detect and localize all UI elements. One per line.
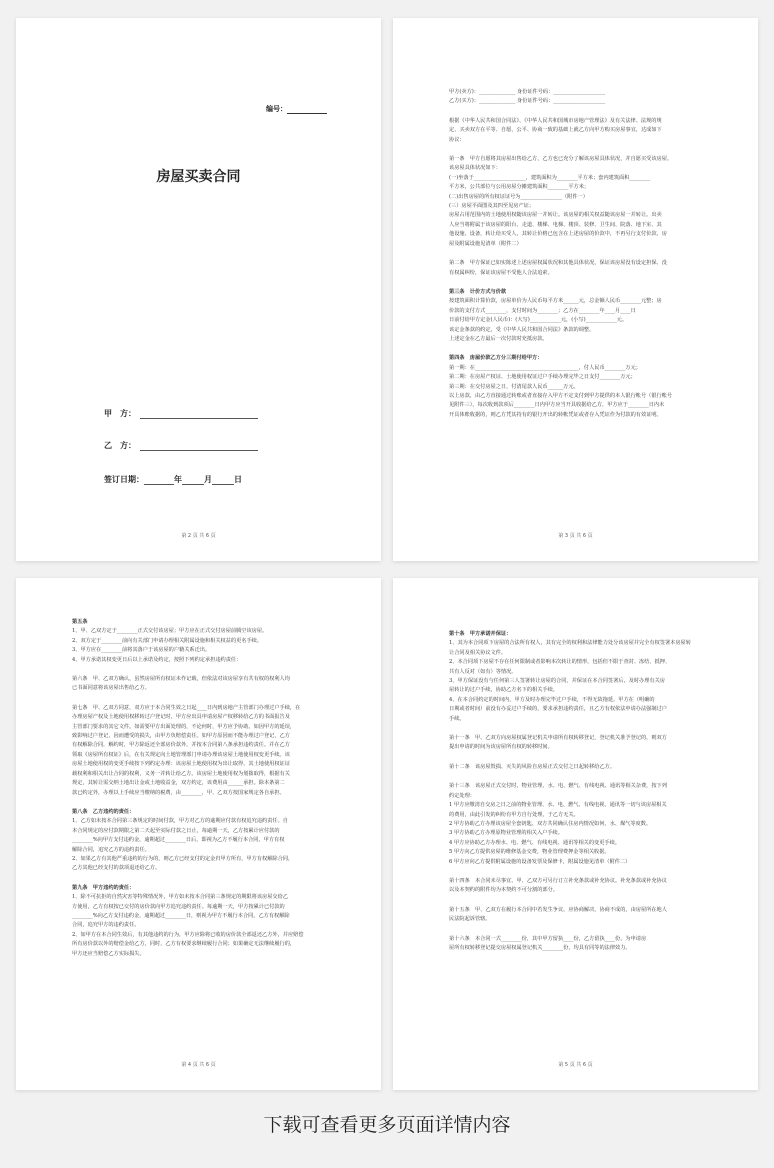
party-b-line — [140, 450, 258, 451]
text-line: 第三期：在交付房屋之日，付清尾款人民币______万元。 — [449, 383, 579, 390]
text-line: 3、甲方应在________前将其落户于该房屋的户籍关系迁出。 — [72, 647, 211, 654]
party-a-field — [104, 408, 258, 419]
day-label: 日 — [234, 475, 242, 484]
text-line: 致影响过户登记，因而遭受的损失，由甲方负赔偿责任。如甲方原因而不能办理过户登记，乙方 — [72, 733, 290, 740]
text-line: 解除合同，追究乙方的违约责任。 — [72, 846, 150, 853]
text-line: 该定金条款的约定，受《中华人民共和国合同法》条款的调整。 — [449, 326, 595, 333]
document-page-3 — [16, 578, 381, 1090]
text-line: 合同，追究甲方的违约责任。 — [72, 922, 140, 929]
document-page-4 — [393, 578, 758, 1090]
text-line: 屋及附属设施见清单（附件二） — [449, 240, 522, 247]
text-line: 第八条 乙方违约的责任： — [72, 808, 135, 815]
paragraph-gap — [449, 344, 728, 354]
text-line: 1、其为本合同项下房屋的合法所有权人，其有完全的权利和法律能力处分该房屋并完全有权签署本房屋转 — [449, 640, 691, 647]
contract-number-label: 编号： — [266, 105, 287, 113]
text-line: 所有房价款以外的赔偿金给乙方，同时，乙方有权要求继续履行合同；如果确定无法继续履行的， — [72, 941, 296, 948]
text-line: 2、如果乙方有其他严重违约的行为的，则乙方已经支付的定金归甲方所有，甲方有权解除合同， — [72, 855, 294, 862]
text-line: 日前付给甲方定金(人民币)：(大写)____________元，(小写)____________元。 — [449, 317, 628, 324]
contract-number-line — [287, 113, 327, 114]
text-line: 第七条 甲、乙双方同意，双方应于本合同生效之日起____日内到房地产主管部门办理过户手续，在 — [72, 704, 301, 711]
page-footer: 第 2 页 共 6 页 — [181, 533, 216, 539]
document-page-2 — [393, 18, 758, 561]
text-line: 5 甲方向乙方提供房屋的维修基金交费，物业管理费押金等相关收据。 — [449, 849, 610, 856]
text-line: 民法院起诉管辖。 — [449, 916, 491, 923]
text-line: 价款的支付方式________，支付时间为________；乙方在________年____月____日 — [449, 307, 636, 314]
day-line — [212, 484, 234, 485]
text-line: 以上房款，由乙方直接通过转账或者直接存入甲方不定支付到甲方提供的本人银行帐号（银行帐号 — [449, 392, 673, 399]
page-body — [449, 88, 728, 521]
text-line: 屋所有权转移登记提交房屋权属登记机关________份，均具有同等的法律效力。 — [449, 944, 631, 951]
paragraph-gap — [72, 665, 351, 675]
text-line: 已书面同意将该房屋出售给乙方。 — [72, 685, 150, 692]
text-line: 3 甲方协助乙方办理原物业管理的相关入户手续。 — [449, 830, 563, 837]
text-line: 1 甲方应缴清自交房之日之前的物业管理、水、电、燃气、有线电视、通讯等一切与该房屋相关 — [449, 802, 667, 809]
text-line: 共有人反对（如有）等情况。 — [449, 668, 517, 675]
paragraph-gap — [449, 145, 728, 155]
download-caption: 下载可查看更多页面详情内容 — [263, 1114, 511, 1136]
paragraph-gap — [449, 867, 728, 877]
document-title: 房屋买卖合同 — [156, 169, 241, 185]
party-a-label: 甲 方： — [104, 409, 136, 418]
text-line: 甲方(卖方)：______________ 身份证件号码：____________________ — [449, 89, 606, 95]
text-line: 2、如甲方在本合同生效后，有其他违约的行为，甲方应除将已收的房价款全部退还乙方外，并应赔偿 — [72, 931, 304, 938]
text-line: 以及本契约的附件均为本契约不可分割的部分。 — [449, 887, 558, 894]
page-footer: 第 3 页 共 6 页 — [558, 533, 593, 539]
text-line: 该房屋具体状况如下： — [449, 165, 501, 172]
paragraph-gap — [449, 107, 728, 117]
text-line: 开具体账收据的，则乙方凭其持有的银行开出的转帐凭证或者存入凭证作为付款的有效证明。 — [449, 411, 662, 418]
text-line: 领取《房屋所有权证》后，在有关规定向土地管理部门申请办理该房屋土地使用权变更手续。该 — [72, 751, 290, 758]
paragraph-gap — [72, 694, 351, 704]
year-line — [144, 484, 174, 485]
paragraph-gap — [72, 874, 351, 884]
party-b-label: 乙 方： — [104, 441, 136, 450]
text-line: 日期或者时间）前没有办妥过户手续的，要求承担违约责任，且乙方有权依法申请办法强制过户 — [449, 706, 667, 713]
text-line: 有权属纠纷，保证该房屋不受他人合法追索。 — [449, 269, 553, 276]
text-line: ________%向乙方支付违约金，逾期超过________日，则视为甲方不履行本合同，乙方有权解除 — [72, 912, 290, 919]
text-line: 根据《中华人民共和国合同法》、《中华人民共和国城市房地产管理法》及有关法律、法规的规 — [449, 117, 662, 124]
month-label: 月 — [204, 475, 212, 484]
paragraph-gap — [449, 772, 728, 782]
text-line: 3、甲方保证没有与任何第三人签署转让房屋的合同，并保证在本合同签署后，及时办理有关房 — [449, 678, 665, 685]
document-page-cover — [16, 18, 381, 561]
text-line: 人应当将附属于该房屋的阳台、走道、楼梯、电梯、楼顶、装修、卫生间、院落、地下室、其 — [449, 221, 662, 228]
text-line: 第十六条 本合同一式________份，其中甲方留执____份，乙方留执____份，为申请房 — [449, 935, 647, 942]
text-line: 第十二条 该房屋毁损、灭失的风险自房屋正式交付之日起转移给乙方。 — [449, 763, 616, 770]
paragraph-gap — [449, 925, 728, 935]
text-line: 见附件三），每次收到款项后________日内甲方应当开具收据给乙方，甲方应于________日内未 — [449, 402, 665, 409]
text-line: 有权解除合同，解约时，甲方除返还全部房价款外，并按本合同第八条承担违约责任。并在乙方 — [72, 742, 290, 749]
text-line: 方使用，乙方有权按已交付的房价款向甲方追究违约责任。每逾期一天，甲方按累计已付款的 — [72, 903, 285, 910]
sign-date-label: 签订日期： — [104, 475, 144, 484]
text-line: 他设施、设备，转让给买受人，其转让价格已包含在上述房屋的价款中，不再另行支付价款，房 — [449, 231, 667, 238]
text-line: 1、乙方如未按本合同第三条规定的时间付款，甲方对乙方的逾期应付款有权追究违约责任。自 — [72, 818, 288, 825]
text-line: 平方米，公共部位与公用房屋分摊建筑面积________平方米； — [449, 184, 590, 191]
page-footer: 第 4 页 共 6 页 — [181, 1062, 216, 1068]
text-line: 第六条 甲、乙双方确认，虽然房屋所有权证未作记载，但依法对该房屋享有共有权的权利人均 — [72, 676, 290, 683]
contract-number-field — [266, 104, 327, 114]
text-line: 4、甲方承诺其权变更日后以上承诺及约定，按照下列约定承担违约责任： — [72, 656, 242, 663]
text-line: 约定处理： — [449, 792, 475, 799]
text-line: 本合同规定的应付款期限之第二天起至实际付款之日止，每逾期一天，乙方按累计应付款的 — [72, 827, 280, 834]
text-line: 6 甲方应向乙方提供附属设施的设备发票及保修卡，附属设施见清单（附件二） — [449, 858, 631, 865]
text-line: 第二条 甲方保证已如实陈述上述房屋权属状况和其他具体状况，保证该房屋没有设定担保、没 — [449, 260, 667, 267]
party-a-line — [140, 418, 258, 419]
sign-date-field — [104, 474, 242, 485]
text-line: 第十五条 甲、乙双方在履行本合同中若发生争议，应协商解决，协商不成的，由房屋所在地人 — [449, 906, 667, 913]
text-line: 手续。 — [449, 715, 465, 722]
text-line: 2 甲方协助乙方办理该房屋全套钥匙、双方共同确认住房内情况如何，水、煤气等度数。 — [449, 820, 652, 827]
page-body — [449, 630, 728, 1050]
text-line: 办理房屋产权及土地使用权移转过户登记时，甲方应出具申请房屋产权移转给乙方的书面报告及 — [72, 714, 290, 721]
text-line: 4、在本合同约定的时间内，甲方及时办理完毕过户手续，不得无故拖延。甲方在（明确的 — [449, 696, 655, 703]
paragraph-gap — [449, 753, 728, 763]
text-line: ________%向甲方支付违约金，逾期超过________日后，即视为乙方不履行本合同，甲方有权 — [72, 837, 285, 844]
text-line: 规定，其转让需交纳土地出让金或土地收益金，双方约定，该费用由______承担。除本条第二 — [72, 780, 285, 787]
text-line: 第三条 计价方式与价款 — [449, 288, 507, 295]
text-line: 第四条 房屋价款乙方分三期付给甲方： — [449, 355, 543, 362]
year-label: 年 — [174, 475, 182, 484]
text-line: 按建筑面积计算价款，房屋单价为人民币每平方米______元，总金额人民币________元整；房 — [449, 298, 662, 305]
text-line: 第二期：在房屋产权证、土地使用权证过户手续办理完毕之日支付________万元； — [449, 374, 636, 381]
text-line: 第五条 — [72, 619, 88, 625]
page-body — [72, 618, 351, 1050]
text-line: 乙方其他已经支付的款项退还给乙方。 — [72, 865, 161, 872]
page-footer: 第 5 页 共 6 页 — [558, 1062, 593, 1068]
paragraph-gap — [449, 896, 728, 906]
text-line: 协议： — [449, 136, 465, 143]
text-line: 款已约定外，办理以上手续应当缴纳的税费，由________，甲、乙双方按国家规定各自承担。 — [72, 789, 285, 796]
text-line: 提出申请的时间为该房屋所有权的转移时间。 — [449, 744, 553, 751]
text-line: 1、除不可抗拒的自然灾害等特殊情况外，甲方如未按本合同第三条规定的期限将该房屋交给乙 — [72, 894, 288, 901]
text-line: 屋转让的过户手续，协助乙方名下的相关手续。 — [449, 687, 558, 694]
text-line: 2、双方定于________前向有关部门申请办理相关附属设施和相关权益的更名手续。 — [72, 637, 263, 644]
paragraph-gap — [449, 249, 728, 259]
text-line: 主管部门要求的其它文件。如需要甲方出面处理的，不论何时，甲方应予协助。如因甲方的延误， — [72, 723, 296, 730]
text-line: 载权利和相关出让合同的权利，义务一并转让给乙方。该房屋土地使用权为划拨取得，根据有关 — [72, 770, 290, 777]
text-line: 上述定金在乙方最后一次付款时充抵房款。 — [449, 335, 548, 342]
paragraph-gap — [72, 798, 351, 808]
text-line: 第十一条 甲、乙双方向房屋权属登记机关申请所有权转移登记，登记机关准予登记的，则双方 — [449, 735, 667, 742]
text-line: 第十条 甲方承诺并保证： — [449, 631, 512, 637]
text-line: (一)坐落于____________________，建筑面积为________平方米；套内建筑面积________ — [449, 174, 651, 181]
text-line: 定，买卖双方在平等、自愿、公平、协商一致的基础上就乙方向甲方购买房屋事宜，达成如下 — [449, 127, 662, 134]
text-line: 房屋土地使用权的变更手续按下列约定办理：该房屋土地使用权为出让取得，其土地使用权证证 — [72, 761, 290, 768]
text-line: (三）房屋平面图及其四至见房产证； — [449, 203, 535, 210]
paragraph-gap — [449, 724, 728, 734]
text-line: 2、本合同项下房屋不存在任何限制或者影响本次转让的情形，包括但不限于查封、冻结、抵押、 — [449, 659, 671, 666]
text-line: 乙方(买方)：______________ 身份证件号码：____________________ — [449, 98, 606, 105]
text-line: (二)出售房屋的所有权证证号为________________（附件一） — [449, 193, 588, 200]
text-line: 第九条 甲方违约的责任： — [72, 884, 135, 891]
party-b-field — [104, 440, 258, 451]
month-line — [182, 484, 204, 485]
text-line: 让合同及相关协议文件。 — [449, 649, 507, 656]
paragraph-gap — [449, 278, 728, 288]
text-line: 房屋占用范围内的土地使用权随该房屋一并转让。该房屋的相关权益随该房屋一并转让。出卖 — [449, 212, 662, 219]
text-line: 第十三条 该房屋正式交付时，物业管理、水、电、燃气、有线电视、通讯等相关杂费，按下列 — [449, 783, 667, 790]
text-line: 第一条 甲方自愿将其房屋出售给乙方，乙方也已充分了解该房屋具体状况，并自愿买受该房屋。 — [449, 156, 673, 163]
text-line: 1、甲、乙双方定于________正式交付该房屋；甲方应在正式交付房屋前腾空该房屋。 — [72, 628, 268, 635]
text-line: 第一期：在________________________________________，付人民币________万元； — [449, 364, 641, 371]
text-line: 第十四条 本合同未尽事宜，甲、乙双方可另行订立补充条款或补充协议。补充条款或补充协议 — [449, 877, 667, 884]
text-line: 的费用，由此引发的纠纷有甲方自行处理，于乙方无关。 — [449, 811, 579, 818]
text-line: 4 甲方应协助乙方办理水、电、燃气、有线电视、通讯等相关的变更手续。 — [449, 839, 620, 846]
text-line: 甲方还应当赔偿乙方实际损失。 — [72, 950, 145, 957]
